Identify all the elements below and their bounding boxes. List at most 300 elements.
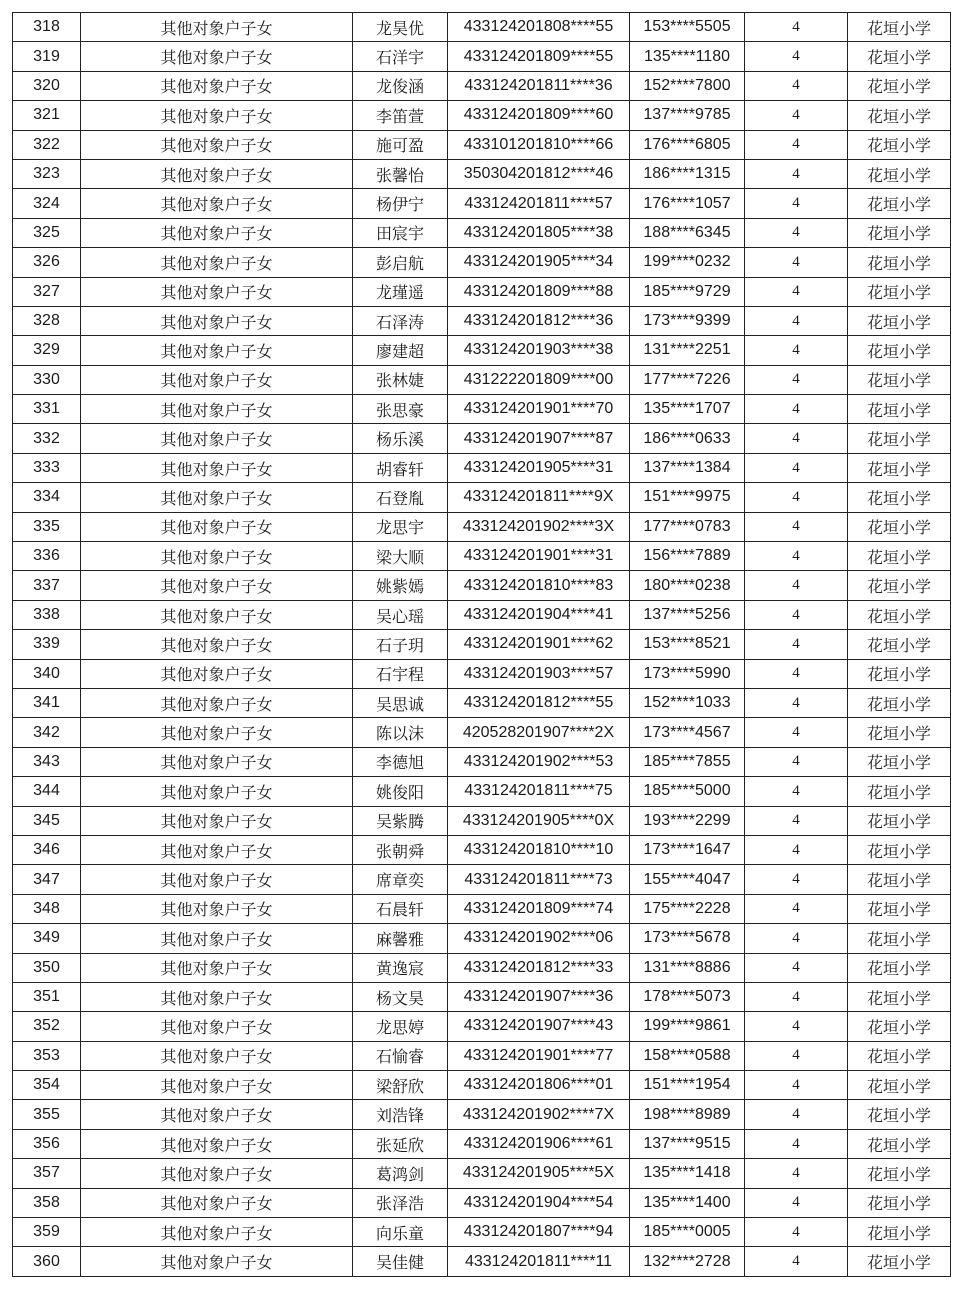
school-cell: 花垣小学 <box>848 42 951 71</box>
table-row <box>13 571 951 600</box>
student-name-cell: 彭启航 <box>353 248 448 277</box>
table-row <box>13 600 951 629</box>
grade-cell: 4 <box>745 42 848 71</box>
grade-cell: 4 <box>745 512 848 541</box>
row-number-cell: 325 <box>13 218 81 247</box>
table-row <box>13 130 951 159</box>
table-row <box>13 630 951 659</box>
school-cell: 花垣小学 <box>848 424 951 453</box>
phone-cell: 135****1418 <box>630 1159 745 1188</box>
category-cell: 其他对象户子女 <box>81 835 353 864</box>
table-row <box>13 336 951 365</box>
phone-cell: 135****1400 <box>630 1188 745 1217</box>
phone-cell: 198****8989 <box>630 1100 745 1129</box>
row-number-cell: 338 <box>13 600 81 629</box>
table-row <box>13 747 951 776</box>
grade-cell: 4 <box>745 835 848 864</box>
student-name-cell: 胡睿轩 <box>353 453 448 482</box>
row-number-cell: 348 <box>13 894 81 923</box>
row-number-cell: 328 <box>13 306 81 335</box>
student-name-cell: 吴思诚 <box>353 688 448 717</box>
id-number-cell: 433124201903****38 <box>448 336 630 365</box>
school-cell: 花垣小学 <box>848 1188 951 1217</box>
category-cell: 其他对象户子女 <box>81 306 353 335</box>
category-cell: 其他对象户子女 <box>81 688 353 717</box>
phone-cell: 177****7226 <box>630 365 745 394</box>
phone-cell: 156****7889 <box>630 542 745 571</box>
row-number-cell: 355 <box>13 1100 81 1129</box>
row-number-cell: 353 <box>13 1041 81 1070</box>
row-number-cell: 324 <box>13 189 81 218</box>
row-number-cell: 323 <box>13 159 81 188</box>
student-name-cell: 吴心瑶 <box>353 600 448 629</box>
phone-cell: 137****1384 <box>630 453 745 482</box>
id-number-cell: 433124201901****31 <box>448 542 630 571</box>
id-number-cell: 433124201811****75 <box>448 777 630 806</box>
school-cell: 花垣小学 <box>848 13 951 42</box>
grade-cell: 4 <box>745 953 848 982</box>
row-number-cell: 352 <box>13 1012 81 1041</box>
row-number-cell: 321 <box>13 101 81 130</box>
phone-cell: 193****2299 <box>630 806 745 835</box>
id-number-cell: 433101201810****66 <box>448 130 630 159</box>
student-name-cell: 张馨怡 <box>353 159 448 188</box>
phone-cell: 176****1057 <box>630 189 745 218</box>
row-number-cell: 327 <box>13 277 81 306</box>
id-number-cell: 433124201901****77 <box>448 1041 630 1070</box>
category-cell: 其他对象户子女 <box>81 13 353 42</box>
school-cell: 花垣小学 <box>848 1247 951 1276</box>
id-number-cell: 433124201905****5X <box>448 1159 630 1188</box>
id-number-cell: 350304201812****46 <box>448 159 630 188</box>
grade-cell: 4 <box>745 571 848 600</box>
category-cell: 其他对象户子女 <box>81 630 353 659</box>
id-number-cell: 433124201901****70 <box>448 395 630 424</box>
grade-cell: 4 <box>745 336 848 365</box>
id-number-cell: 433124201902****06 <box>448 924 630 953</box>
grade-cell: 4 <box>745 453 848 482</box>
id-number-cell: 433124201809****55 <box>448 42 630 71</box>
phone-cell: 175****2228 <box>630 894 745 923</box>
category-cell: 其他对象户子女 <box>81 189 353 218</box>
school-cell: 花垣小学 <box>848 218 951 247</box>
table-row <box>13 1159 951 1188</box>
school-cell: 花垣小学 <box>848 512 951 541</box>
category-cell: 其他对象户子女 <box>81 101 353 130</box>
student-name-cell: 黄逸宸 <box>353 953 448 982</box>
student-name-cell: 龙俊涵 <box>353 71 448 100</box>
school-cell: 花垣小学 <box>848 306 951 335</box>
row-number-cell: 360 <box>13 1247 81 1276</box>
category-cell: 其他对象户子女 <box>81 365 353 394</box>
table-row <box>13 1247 951 1276</box>
table-row <box>13 953 951 982</box>
grade-cell: 4 <box>745 1188 848 1217</box>
phone-cell: 131****2251 <box>630 336 745 365</box>
category-cell: 其他对象户子女 <box>81 777 353 806</box>
grade-cell: 4 <box>745 1129 848 1158</box>
category-cell: 其他对象户子女 <box>81 424 353 453</box>
phone-cell: 155****4047 <box>630 865 745 894</box>
phone-cell: 186****0633 <box>630 424 745 453</box>
student-name-cell: 石泽涛 <box>353 306 448 335</box>
table-row <box>13 42 951 71</box>
table-row <box>13 835 951 864</box>
grade-cell: 4 <box>745 71 848 100</box>
id-number-cell: 433124201902****7X <box>448 1100 630 1129</box>
school-cell: 花垣小学 <box>848 1071 951 1100</box>
student-name-cell: 梁大顺 <box>353 542 448 571</box>
phone-cell: 173****4567 <box>630 718 745 747</box>
category-cell: 其他对象户子女 <box>81 982 353 1011</box>
student-name-cell: 张朝舜 <box>353 835 448 864</box>
category-cell: 其他对象户子女 <box>81 453 353 482</box>
grade-cell: 4 <box>745 483 848 512</box>
student-name-cell: 石洋宇 <box>353 42 448 71</box>
phone-cell: 186****1315 <box>630 159 745 188</box>
student-name-cell: 麻馨雅 <box>353 924 448 953</box>
student-name-cell: 杨乐溪 <box>353 424 448 453</box>
id-number-cell: 433124201812****55 <box>448 688 630 717</box>
school-cell: 花垣小学 <box>848 600 951 629</box>
table-row <box>13 306 951 335</box>
grade-cell: 4 <box>745 424 848 453</box>
school-cell: 花垣小学 <box>848 777 951 806</box>
phone-cell: 185****9729 <box>630 277 745 306</box>
student-name-cell: 梁舒欣 <box>353 1071 448 1100</box>
category-cell: 其他对象户子女 <box>81 1218 353 1247</box>
grade-cell: 4 <box>745 865 848 894</box>
phone-cell: 152****7800 <box>630 71 745 100</box>
school-cell: 花垣小学 <box>848 336 951 365</box>
grade-cell: 4 <box>745 630 848 659</box>
table-row <box>13 542 951 571</box>
row-number-cell: 350 <box>13 953 81 982</box>
school-cell: 花垣小学 <box>848 189 951 218</box>
category-cell: 其他对象户子女 <box>81 395 353 424</box>
student-name-cell: 李德旭 <box>353 747 448 776</box>
grade-cell: 4 <box>745 13 848 42</box>
grade-cell: 4 <box>745 600 848 629</box>
grade-cell: 4 <box>745 277 848 306</box>
table-row <box>13 483 951 512</box>
phone-cell: 185****7855 <box>630 747 745 776</box>
phone-cell: 153****5505 <box>630 13 745 42</box>
table-row <box>13 218 951 247</box>
table-row <box>13 512 951 541</box>
id-number-cell: 433124201811****57 <box>448 189 630 218</box>
school-cell: 花垣小学 <box>848 542 951 571</box>
category-cell: 其他对象户子女 <box>81 1188 353 1217</box>
school-cell: 花垣小学 <box>848 1218 951 1247</box>
grade-cell: 4 <box>745 1100 848 1129</box>
row-number-cell: 347 <box>13 865 81 894</box>
row-number-cell: 340 <box>13 659 81 688</box>
category-cell: 其他对象户子女 <box>81 336 353 365</box>
row-number-cell: 345 <box>13 806 81 835</box>
row-number-cell: 346 <box>13 835 81 864</box>
id-number-cell: 433124201807****94 <box>448 1218 630 1247</box>
table-row <box>13 806 951 835</box>
student-name-cell: 龙昊优 <box>353 13 448 42</box>
table-row <box>13 71 951 100</box>
school-cell: 花垣小学 <box>848 1159 951 1188</box>
phone-cell: 173****1647 <box>630 835 745 864</box>
category-cell: 其他对象户子女 <box>81 159 353 188</box>
grade-cell: 4 <box>745 982 848 1011</box>
row-number-cell: 342 <box>13 718 81 747</box>
row-number-cell: 349 <box>13 924 81 953</box>
id-number-cell: 433124201812****36 <box>448 306 630 335</box>
table-row <box>13 865 951 894</box>
student-name-cell: 杨文昊 <box>353 982 448 1011</box>
table-row <box>13 101 951 130</box>
grade-cell: 4 <box>745 189 848 218</box>
row-number-cell: 330 <box>13 365 81 394</box>
id-number-cell: 433124201810****10 <box>448 835 630 864</box>
grade-cell: 4 <box>745 747 848 776</box>
phone-cell: 173****9399 <box>630 306 745 335</box>
id-number-cell: 433124201906****61 <box>448 1129 630 1158</box>
category-cell: 其他对象户子女 <box>81 600 353 629</box>
row-number-cell: 334 <box>13 483 81 512</box>
table-row <box>13 924 951 953</box>
row-number-cell: 335 <box>13 512 81 541</box>
table-row <box>13 1100 951 1129</box>
phone-cell: 152****1033 <box>630 688 745 717</box>
table-row <box>13 1071 951 1100</box>
grade-cell: 4 <box>745 365 848 394</box>
category-cell: 其他对象户子女 <box>81 130 353 159</box>
school-cell: 花垣小学 <box>848 924 951 953</box>
phone-cell: 173****5678 <box>630 924 745 953</box>
student-name-cell: 吴紫腾 <box>353 806 448 835</box>
table-row <box>13 982 951 1011</box>
student-name-cell: 姚紫嫣 <box>353 571 448 600</box>
id-number-cell: 433124201904****54 <box>448 1188 630 1217</box>
id-number-cell: 433124201811****73 <box>448 865 630 894</box>
school-cell: 花垣小学 <box>848 248 951 277</box>
grade-cell: 4 <box>745 130 848 159</box>
id-number-cell: 433124201809****74 <box>448 894 630 923</box>
id-number-cell: 433124201806****01 <box>448 1071 630 1100</box>
school-cell: 花垣小学 <box>848 395 951 424</box>
student-name-cell: 石登胤 <box>353 483 448 512</box>
id-number-cell: 433124201805****38 <box>448 218 630 247</box>
id-number-cell: 433124201903****57 <box>448 659 630 688</box>
grade-cell: 4 <box>745 659 848 688</box>
category-cell: 其他对象户子女 <box>81 659 353 688</box>
id-number-cell: 433124201901****62 <box>448 630 630 659</box>
student-name-cell: 龙思婷 <box>353 1012 448 1041</box>
phone-cell: 176****6805 <box>630 130 745 159</box>
school-cell: 花垣小学 <box>848 571 951 600</box>
category-cell: 其他对象户子女 <box>81 42 353 71</box>
category-cell: 其他对象户子女 <box>81 865 353 894</box>
school-cell: 花垣小学 <box>848 982 951 1011</box>
table-row <box>13 13 951 42</box>
id-number-cell: 433124201809****60 <box>448 101 630 130</box>
phone-cell: 132****2728 <box>630 1247 745 1276</box>
student-name-cell: 李笛萱 <box>353 101 448 130</box>
grade-cell: 4 <box>745 101 848 130</box>
school-cell: 花垣小学 <box>848 1041 951 1070</box>
school-cell: 花垣小学 <box>848 894 951 923</box>
student-name-cell: 廖建超 <box>353 336 448 365</box>
student-name-cell: 石愉睿 <box>353 1041 448 1070</box>
table-row <box>13 395 951 424</box>
id-number-cell: 433124201811****9X <box>448 483 630 512</box>
student-name-cell: 刘浩锋 <box>353 1100 448 1129</box>
grade-cell: 4 <box>745 924 848 953</box>
school-cell: 花垣小学 <box>848 130 951 159</box>
table-row <box>13 718 951 747</box>
phone-cell: 135****1707 <box>630 395 745 424</box>
id-number-cell: 433124201907****36 <box>448 982 630 1011</box>
phone-cell: 188****6345 <box>630 218 745 247</box>
school-cell: 花垣小学 <box>848 1100 951 1129</box>
phone-cell: 180****0238 <box>630 571 745 600</box>
id-number-cell: 433124201907****87 <box>448 424 630 453</box>
row-number-cell: 322 <box>13 130 81 159</box>
school-cell: 花垣小学 <box>848 835 951 864</box>
phone-cell: 199****9861 <box>630 1012 745 1041</box>
student-name-cell: 向乐童 <box>353 1218 448 1247</box>
grade-cell: 4 <box>745 542 848 571</box>
grade-cell: 4 <box>745 1159 848 1188</box>
student-name-cell: 田宸宇 <box>353 218 448 247</box>
grade-cell: 4 <box>745 1041 848 1070</box>
school-cell: 花垣小学 <box>848 688 951 717</box>
student-name-cell: 张延欣 <box>353 1129 448 1158</box>
school-cell: 花垣小学 <box>848 953 951 982</box>
school-cell: 花垣小学 <box>848 71 951 100</box>
phone-cell: 137****9785 <box>630 101 745 130</box>
table-row <box>13 1041 951 1070</box>
row-number-cell: 329 <box>13 336 81 365</box>
school-cell: 花垣小学 <box>848 483 951 512</box>
row-number-cell: 318 <box>13 13 81 42</box>
category-cell: 其他对象户子女 <box>81 571 353 600</box>
grade-cell: 4 <box>745 688 848 717</box>
grade-cell: 4 <box>745 159 848 188</box>
phone-cell: 185****5000 <box>630 777 745 806</box>
phone-cell: 158****0588 <box>630 1041 745 1070</box>
category-cell: 其他对象户子女 <box>81 924 353 953</box>
id-number-cell: 433124201902****53 <box>448 747 630 776</box>
row-number-cell: 326 <box>13 248 81 277</box>
grade-cell: 4 <box>745 1247 848 1276</box>
id-number-cell: 433124201809****88 <box>448 277 630 306</box>
student-name-cell: 施可盈 <box>353 130 448 159</box>
category-cell: 其他对象户子女 <box>81 512 353 541</box>
student-name-cell: 张泽浩 <box>353 1188 448 1217</box>
student-name-cell: 张林婕 <box>353 365 448 394</box>
student-name-cell: 葛鸿剑 <box>353 1159 448 1188</box>
school-cell: 花垣小学 <box>848 277 951 306</box>
id-number-cell: 431222201809****00 <box>448 365 630 394</box>
id-number-cell: 420528201907****2X <box>448 718 630 747</box>
row-number-cell: 332 <box>13 424 81 453</box>
id-number-cell: 433124201810****83 <box>448 571 630 600</box>
grade-cell: 4 <box>745 1012 848 1041</box>
row-number-cell: 341 <box>13 688 81 717</box>
category-cell: 其他对象户子女 <box>81 747 353 776</box>
row-number-cell: 358 <box>13 1188 81 1217</box>
phone-cell: 173****5990 <box>630 659 745 688</box>
row-number-cell: 319 <box>13 42 81 71</box>
table-body <box>13 13 951 1277</box>
category-cell: 其他对象户子女 <box>81 894 353 923</box>
phone-cell: 151****1954 <box>630 1071 745 1100</box>
category-cell: 其他对象户子女 <box>81 71 353 100</box>
table-row <box>13 894 951 923</box>
school-cell: 花垣小学 <box>848 453 951 482</box>
category-cell: 其他对象户子女 <box>81 1041 353 1070</box>
table-row <box>13 453 951 482</box>
id-number-cell: 433124201811****11 <box>448 1247 630 1276</box>
table-row <box>13 365 951 394</box>
table-row <box>13 688 951 717</box>
category-cell: 其他对象户子女 <box>81 1100 353 1129</box>
category-cell: 其他对象户子女 <box>81 1012 353 1041</box>
category-cell: 其他对象户子女 <box>81 277 353 306</box>
category-cell: 其他对象户子女 <box>81 1071 353 1100</box>
student-name-cell: 席章奕 <box>353 865 448 894</box>
table-row <box>13 189 951 218</box>
category-cell: 其他对象户子女 <box>81 953 353 982</box>
table-row <box>13 1012 951 1041</box>
id-number-cell: 433124201905****0X <box>448 806 630 835</box>
row-number-cell: 336 <box>13 542 81 571</box>
category-cell: 其他对象户子女 <box>81 1247 353 1276</box>
phone-cell: 131****8886 <box>630 953 745 982</box>
id-number-cell: 433124201907****43 <box>448 1012 630 1041</box>
student-name-cell: 姚俊阳 <box>353 777 448 806</box>
student-name-cell: 龙瑾遥 <box>353 277 448 306</box>
id-number-cell: 433124201905****34 <box>448 248 630 277</box>
category-cell: 其他对象户子女 <box>81 718 353 747</box>
school-cell: 花垣小学 <box>848 806 951 835</box>
category-cell: 其他对象户子女 <box>81 483 353 512</box>
phone-cell: 135****1180 <box>630 42 745 71</box>
grade-cell: 4 <box>745 218 848 247</box>
phone-cell: 199****0232 <box>630 248 745 277</box>
phone-cell: 151****9975 <box>630 483 745 512</box>
student-name-cell: 吴佳健 <box>353 1247 448 1276</box>
student-name-cell: 杨伊宁 <box>353 189 448 218</box>
table-row <box>13 1218 951 1247</box>
student-name-cell: 张思豪 <box>353 395 448 424</box>
school-cell: 花垣小学 <box>848 1012 951 1041</box>
table-row <box>13 159 951 188</box>
student-name-cell: 石子玥 <box>353 630 448 659</box>
row-number-cell: 339 <box>13 630 81 659</box>
category-cell: 其他对象户子女 <box>81 542 353 571</box>
grade-cell: 4 <box>745 777 848 806</box>
phone-cell: 185****0005 <box>630 1218 745 1247</box>
school-cell: 花垣小学 <box>848 865 951 894</box>
table-row <box>13 659 951 688</box>
table-row <box>13 777 951 806</box>
category-cell: 其他对象户子女 <box>81 1129 353 1158</box>
school-cell: 花垣小学 <box>848 101 951 130</box>
table-row <box>13 277 951 306</box>
grade-cell: 4 <box>745 306 848 335</box>
row-number-cell: 354 <box>13 1071 81 1100</box>
school-cell: 花垣小学 <box>848 1129 951 1158</box>
id-number-cell: 433124201905****31 <box>448 453 630 482</box>
